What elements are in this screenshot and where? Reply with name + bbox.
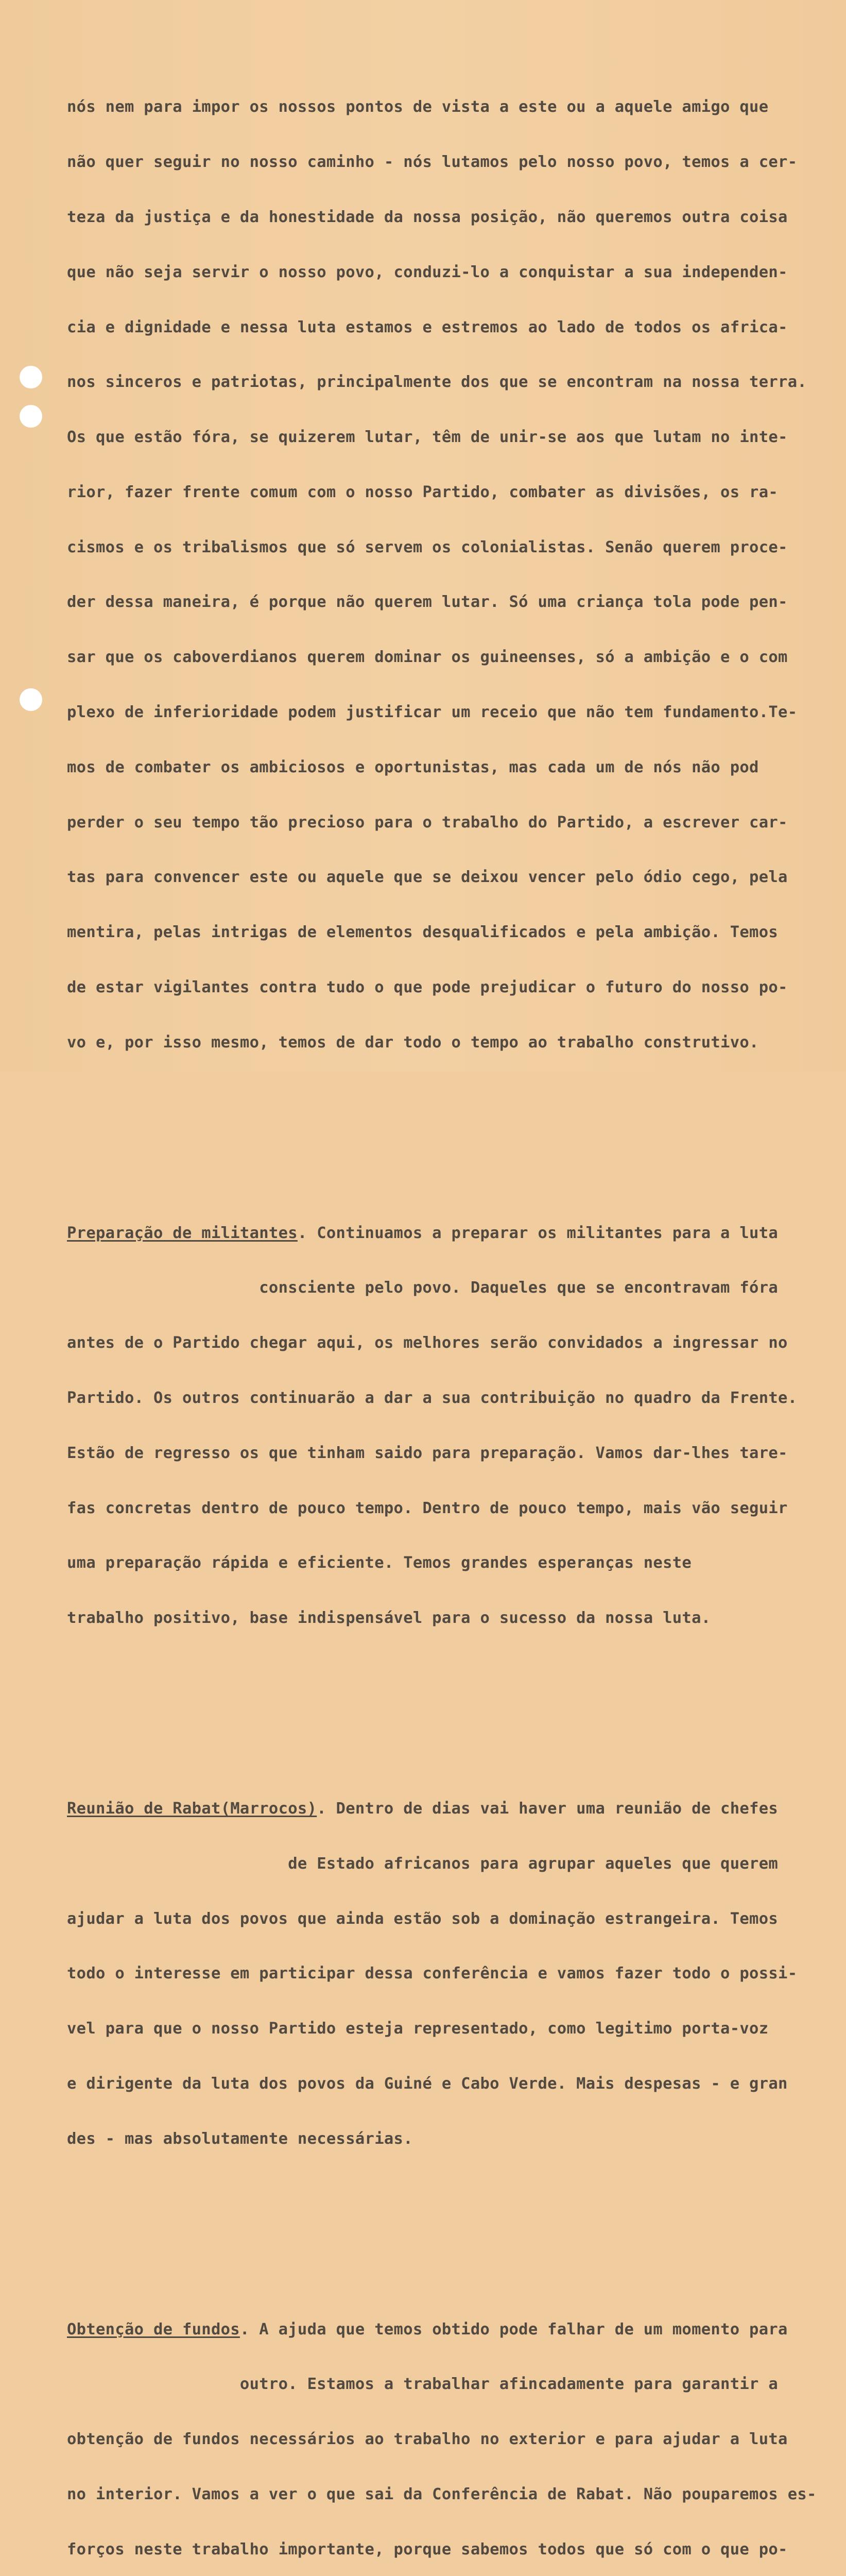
text-line: de Estado africanos para agrupar aqueles que querem	[67, 1854, 779, 1873]
text-line: todo o interesse em participar dessa conferência e vamos fazer todo o possi-	[67, 1964, 798, 1983]
punch-hole	[20, 405, 42, 428]
text-line: vo e, por isso mesmo, temos de dar todo o tempo ao trabalho construtivo.	[67, 1033, 759, 1052]
text-line: no interior. Vamos a ver o que sai da Conferência de Rabat. Não pouparemos es-	[67, 2485, 817, 2503]
text-line: der dessa maneira, é porque não querem lutar. Só uma criança tola pode pen-	[67, 593, 788, 612]
section-first-line	[67, 1224, 829, 1243]
section-preparacao	[67, 1187, 829, 1664]
text-line: sar que os caboverdianos querem dominar os guineenses, só a ambição e o com	[67, 648, 788, 667]
text-line: des - mas absolutamente necessárias.	[67, 2129, 413, 2148]
text-line: e dirigente da luta dos povos da Guiné e Cabo Verde. Mais despesas - e gran	[67, 2074, 788, 2093]
text-line: Os que estão fóra, se quizerem lutar, têm de unir-se aos que lutam no inte-	[67, 428, 788, 447]
section-first-line	[67, 1800, 829, 1818]
text-line: de estar vigilantes contra tudo o que pode prejudicar o futuro do nosso po-	[67, 978, 788, 996]
text-line: Estão de regresso os que tinham saido para preparação. Vamos dar-lhes tare-	[67, 1444, 788, 1462]
text-line: uma preparação rápida e eficiente. Temos grandes esperanças neste	[67, 1554, 692, 1572]
section-heading: Obtenção de fundos	[67, 2320, 240, 2338]
section-text: . Continuamos a preparar os militantes para a luta	[297, 1224, 779, 1242]
punch-hole	[20, 366, 42, 388]
text-line: trabalho positivo, base indispensável para o sucesso da nossa luta.	[67, 1609, 711, 1628]
text-line: nos sinceros e patriotas, principalmente dos que se encontram na nossa terra.	[67, 373, 807, 392]
text-line: rior, fazer frente comum com o nosso Partido, combater as divisões, os ra-	[67, 483, 779, 501]
text-line: nós nem para impor os nossos pontos de vista a este ou a aquele amigo que	[67, 98, 769, 116]
text-line: plexo de inferioridade podem justificar um receio que não tem fundamento.Te-	[67, 703, 798, 721]
text-line: não quer seguir no nosso caminho - nós lutamos pelo nosso povo, temos a cer-	[67, 153, 798, 172]
text-line: cia e dignidade e nessa luta estamos e estremos ao lado de todos os africa-	[67, 318, 788, 336]
section-heading: Preparação de militantes	[67, 1224, 298, 1242]
section-fundos	[67, 2283, 829, 2576]
section-text: . A ajuda que temos obtido pode falhar de um momento para	[239, 2320, 788, 2338]
text-line: teza da justiça e da honestidade da nossa posição, não queremos outra coisa	[67, 208, 788, 226]
text-line: cismos e os tribalismos que só servem os colonialistas. Senão querem proce-	[67, 538, 788, 556]
section-heading: Reunião de Rabat(Marrocos)	[67, 1800, 317, 1818]
intro-paragraph	[67, 61, 829, 1088]
text-line: consciente pelo povo. Daqueles que se encontravam fóra	[67, 1279, 779, 1297]
section-text: . Dentro de dias vai haver uma reunião de chefes	[317, 1800, 779, 1818]
document-body	[67, 25, 829, 2576]
text-line: outro. Estamos a trabalhar afincadamente para garantir a	[67, 2375, 779, 2394]
text-line: obtenção de fundos necessários ao trabalho no exterior e para ajudar a luta	[67, 2430, 788, 2449]
text-line: vel para que o nosso Partido esteja representado, como legitimo porta-voz	[67, 2020, 769, 2038]
text-line: fas concretas dentro de pouco tempo. Dentro de pouco tempo, mais vão seguir	[67, 1499, 788, 1517]
punch-hole	[20, 688, 42, 711]
section-rabat	[67, 1763, 829, 2185]
text-line: tas para convencer este ou aquele que se deixou vencer pelo ódio cego, pela	[67, 868, 788, 887]
text-line: antes de o Partido chegar aqui, os melhores serão convidados a ingressar no	[67, 1334, 788, 1352]
text-line: que não seja servir o nosso povo, conduzi-lo a conquistar a sua independen-	[67, 263, 788, 281]
text-line: mentira, pelas intrigas de elementos desqualificados e pela ambição. Temos	[67, 923, 779, 942]
text-line: Partido. Os outros continuarão a dar a sua contribuição no quadro da Frente.	[67, 1388, 798, 1407]
section-first-line	[67, 2320, 829, 2339]
text-line: ajudar a luta dos povos que ainda estão sob a dominação estrangeira. Temos	[67, 1909, 779, 1928]
text-line: perder o seu tempo tão precioso para o trabalho do Partido, a escrever car-	[67, 813, 788, 832]
text-line: forços neste trabalho importante, porque sabemos todos que só com o que po-	[67, 2540, 788, 2558]
text-line: mos de combater os ambiciosos e oportunistas, mas cada um de nós não pod	[67, 758, 759, 776]
